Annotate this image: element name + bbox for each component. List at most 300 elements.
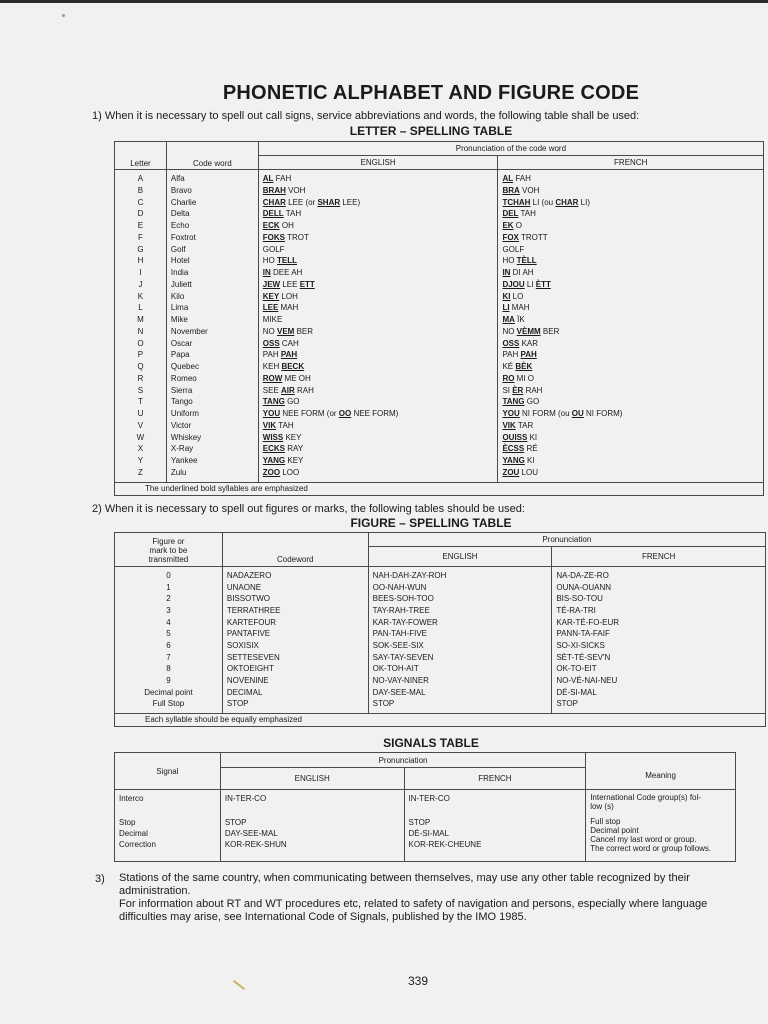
english-pronunciation-cell	[263, 432, 494, 444]
emphasized-syllable: FOKS	[262, 232, 285, 242]
french-pronunciation-cell	[502, 455, 759, 467]
english-pronunciation-cell	[263, 396, 494, 408]
syllable: NO	[502, 326, 517, 336]
syllable: PAH	[262, 350, 281, 360]
section1-intro: 1) When it is necessary to spell out call signs, service abbreviations and words, the following table shall be used:	[92, 110, 640, 122]
syllable: NI FORM)	[583, 409, 623, 418]
col-french-header: FRENCH	[404, 768, 586, 790]
letter-cell: Z	[138, 467, 143, 477]
syllable: PAH	[502, 350, 521, 360]
english-pronunciation-cell	[263, 338, 494, 350]
codewords-column	[166, 170, 258, 483]
emphasized-syllable: IN	[262, 268, 271, 277]
syllable: NEE FORM)	[351, 409, 399, 418]
syllable: TROTT	[518, 232, 548, 242]
col-codeword-header: Codeword	[222, 533, 368, 567]
syllable: TAH	[276, 420, 294, 430]
codeword-cell: SETTESEVEN	[226, 652, 280, 662]
col-english-header: ENGLISH	[220, 768, 404, 790]
emphasized-syllable: DJOU	[502, 279, 525, 289]
codeword-cell: DECIMAL	[226, 687, 263, 697]
syllable: KEH	[262, 362, 282, 371]
col-english-header: ENGLISH	[258, 156, 498, 170]
syllable: FAH	[273, 174, 292, 183]
syllable: GOLF	[262, 244, 285, 254]
french-pronunciation-cell: DÉ-SI-MAL	[556, 687, 597, 697]
syllable: LEE)	[340, 197, 361, 207]
letter-cell: I	[139, 268, 142, 277]
syllable: KI	[524, 456, 535, 465]
emphasized-syllable: KI	[502, 291, 511, 301]
letter-cell: P	[137, 350, 144, 360]
syllable: KEY	[285, 456, 304, 465]
syllable: KI	[527, 432, 538, 442]
letters-column	[115, 170, 167, 483]
french-pronunciation-cell	[502, 338, 759, 350]
meaning-stop-decimal-correction: Full stop Decimal point Cancel my last word or group. The correct word or group follows.	[586, 815, 736, 862]
emphasized-syllable: ETT	[299, 279, 315, 289]
english-pronunciation-cell: DAY-SEE-MAL	[372, 687, 426, 697]
figure-cell: Full Stop	[152, 699, 185, 709]
letter-spelling-table	[114, 141, 764, 496]
emphasized-syllable: ECKS	[262, 444, 285, 454]
emphasized-syllable: KEY	[262, 291, 280, 301]
figure-cell: 7	[166, 652, 171, 662]
syllable: KÉ	[502, 362, 516, 371]
col-figure-header: Figure or mark to be transmitted	[148, 537, 189, 564]
codeword-cell: OKTOEIGHT	[226, 664, 274, 674]
syllable: RAH	[294, 385, 314, 395]
syllable: LOO	[280, 467, 300, 477]
codeword-cell: Mike	[170, 315, 188, 324]
col-pronunciation-header: Pronunciation	[368, 533, 765, 547]
syllable: MIKE	[262, 315, 283, 324]
codeword-cell: Tango	[170, 397, 193, 407]
french-pronunciation-cell	[502, 314, 759, 326]
emphasized-syllable: TANG	[262, 397, 285, 407]
emphasized-syllable: ZOU	[502, 467, 520, 477]
french-pronunciation-cell	[502, 279, 759, 291]
syllable: GO	[284, 397, 300, 407]
english-pronunciation-cell: TAY-RAH-TREE	[372, 605, 430, 615]
codeword-cell: BISSOTWO	[226, 594, 270, 604]
syllable: LI)	[578, 197, 591, 207]
syllable: MI O	[514, 373, 534, 383]
letter-cell: Q	[137, 362, 144, 371]
scan-top-edge	[0, 0, 768, 3]
col-french-header: FRENCH	[552, 547, 766, 567]
syllable: TAH	[518, 209, 536, 219]
emphasized-syllable: OUISS	[502, 432, 528, 442]
english-pronunciation-cell	[263, 361, 494, 373]
syllable: TROT	[285, 232, 309, 242]
english-pronunciation-cell	[263, 279, 494, 291]
french-pronunciation-cell	[502, 432, 759, 444]
codeword-cell: STOP	[226, 699, 249, 709]
english-pronunciation-cell: PAN-TAH-FIVE	[372, 629, 427, 639]
letter-table-title: LETTER – SPELLING TABLE	[349, 124, 513, 138]
syllable: LI	[524, 279, 536, 289]
page-title: PHONETIC ALPHABET AND FIGURE CODE	[222, 82, 640, 104]
french-pronunciation-cell	[502, 385, 759, 397]
letter-cell: V	[137, 420, 144, 430]
letter-cell: W	[136, 432, 145, 442]
english-pronunciation-cell: OO-NAH-WUN	[372, 582, 427, 592]
emphasized-syllable: AL	[502, 174, 514, 183]
col-meaning-header: Meaning	[586, 753, 736, 790]
codeword-cell: UNAONE	[226, 582, 262, 592]
english-pronunciation-cell	[263, 326, 494, 338]
col-letter-header: Letter	[115, 142, 167, 170]
codeword-cell: Juliett	[170, 279, 192, 289]
french-pronunciation-cell	[502, 232, 759, 244]
letter-cell: D	[137, 209, 144, 219]
figure-cell: Decimal point	[144, 687, 193, 697]
syllable: TAR	[515, 420, 534, 430]
figure-table-note: Each syllable should be equally emphasized	[115, 713, 766, 726]
codeword-cell: Echo	[170, 221, 190, 230]
section3-paragraph-1: Stations of the same country, when communicating between themselves, may use any other table recognized by their administration.	[119, 872, 690, 897]
figure-spelling-table	[114, 532, 766, 727]
syllable: TAH	[283, 209, 302, 219]
emphasized-syllable: VIK	[502, 420, 516, 430]
syllable: O	[513, 221, 523, 230]
syllable: KEY	[283, 432, 302, 442]
emphasized-syllable: FOX	[502, 232, 519, 242]
english-pronunciation-cell	[263, 420, 494, 432]
french-pronunciation-cell: OUNA-OUANN	[556, 582, 612, 592]
french-pronunciation-cell	[502, 197, 759, 209]
emphasized-syllable: ÈCSS	[502, 444, 525, 454]
english-pronunciation-cell: OK-TOH-AIT	[372, 664, 419, 674]
codeword-cell: PANTAFIVE	[226, 629, 271, 639]
emphasized-syllable: OU	[571, 409, 584, 418]
english-pronunciation-cell	[263, 443, 494, 455]
letter-cell: Y	[137, 456, 144, 465]
codeword-cell: Whiskey	[170, 432, 202, 442]
codeword-cell: Hotel	[170, 256, 190, 266]
english-pronunciation-cell	[263, 385, 494, 397]
emphasized-syllable: ECK	[262, 221, 280, 230]
codeword-cell: Oscar	[170, 338, 193, 348]
col-pronunciation-header: Pronunciation	[220, 753, 585, 768]
syllable: BER	[294, 326, 314, 336]
french-pronunciation-cell	[502, 326, 759, 338]
figure-cell: 0	[166, 571, 171, 580]
french-pronunciation-cell	[502, 373, 759, 385]
syllable: BER	[540, 326, 560, 336]
french-pronunciation-cell	[502, 361, 759, 373]
codeword-cell: TERRATHREE	[226, 605, 281, 615]
syllable: NO	[262, 326, 277, 336]
syllable: HO	[262, 256, 277, 266]
french-pronunciation-cell	[502, 208, 759, 220]
emphasized-syllable: OSS	[502, 338, 520, 348]
figure-cell: 8	[166, 664, 171, 674]
french-pronunciation-cell	[502, 302, 759, 314]
english-pronunciation-cell	[263, 267, 494, 279]
codeword-cell: SOXISIX	[226, 640, 259, 650]
emphasized-syllable: BRA	[502, 185, 520, 195]
letter-cell: K	[137, 291, 144, 301]
figure-cell: 5	[166, 629, 171, 639]
english-pronunciation-cell	[263, 349, 494, 361]
french-pronunciation-cell: BIS-SO-TOU	[556, 594, 603, 604]
english-pronunciation-cell	[263, 244, 494, 256]
emphasized-syllable: DELL	[262, 209, 284, 219]
french-pronunciation-column	[498, 170, 764, 483]
syllable: FAH	[513, 174, 531, 183]
emphasized-syllable: YANG	[262, 456, 286, 465]
emphasized-syllable: OO	[338, 409, 352, 418]
english-pronunciation-column	[258, 170, 498, 483]
english-pronunciation-cell: SAY-TAY-SEVEN	[372, 652, 434, 662]
french-interco: IN-TER-CO	[404, 790, 586, 816]
emphasized-syllable: SHAR	[317, 197, 341, 207]
syllable: HO	[502, 256, 517, 266]
emphasized-syllable: IN	[502, 268, 511, 277]
syllable: LOU	[519, 467, 538, 477]
figure-table-title: FIGURE – SPELLING TABLE	[350, 516, 512, 530]
syllable: RÉ	[524, 444, 538, 454]
french-pronunciation-cell: KAR-TÉ-FO-EUR	[556, 617, 620, 627]
letter-cell: G	[137, 244, 144, 254]
english-pronunciation-cell	[263, 208, 494, 220]
english-pronunciation-cell	[263, 255, 494, 267]
french-pronunciation-cell: SO-XI-SICKS	[556, 640, 605, 650]
emphasized-syllable: ÈTT	[535, 279, 551, 289]
page-number: 339	[407, 974, 429, 988]
emphasized-syllable: AIR	[281, 385, 295, 395]
codeword-cell: Delta	[170, 209, 190, 219]
english-pronunciation-cell	[263, 173, 494, 185]
french-pronunciation-cell: NA-DA-ZE-RO	[556, 571, 609, 580]
emphasized-syllable: TÈLL	[516, 256, 537, 266]
col-codeword-header: Code word	[166, 142, 258, 170]
emphasized-syllable: YOU	[262, 409, 281, 418]
emphasized-syllable: BECK	[281, 362, 305, 371]
emphasized-syllable: BRAH	[262, 185, 286, 195]
english-pronunciation-cell	[263, 302, 494, 314]
english-pronunciation-cell	[263, 197, 494, 209]
emphasized-syllable: LEE	[262, 303, 279, 313]
figure-cell: 2	[166, 594, 171, 604]
scan-speck	[62, 14, 65, 17]
english-pronunciation-cell: KAR-TAY-FOWER	[372, 617, 438, 627]
syllable: SEE	[262, 385, 281, 395]
emphasized-syllable: BÈK	[515, 362, 533, 371]
english-pronunciation-cell: NAH-DAH-ZAY-ROH	[372, 571, 447, 580]
emphasized-syllable: TELL	[277, 256, 297, 266]
french-pronunciation-cell	[502, 173, 759, 185]
col-pronunciation-header: Pronunciation of the code word	[258, 142, 763, 156]
english-pronunciation-cell: NO-VAY-NINER	[372, 675, 429, 685]
english-pronunciation-column	[368, 567, 552, 714]
syllable: NI FORM (ou	[519, 409, 572, 418]
signals-table	[114, 752, 736, 862]
emphasized-syllable: OSS	[262, 338, 280, 348]
codeword-cell: India	[170, 268, 189, 277]
emphasized-syllable: CHAR	[262, 197, 286, 207]
english-pronunciation-cell: STOP	[372, 699, 395, 709]
col-french-header: FRENCH	[498, 156, 764, 170]
syllable: VOH	[285, 185, 306, 195]
codeword-cell: November	[170, 326, 208, 336]
english-pronunciation-cell	[263, 291, 494, 303]
french-pronunciation-cell	[502, 185, 759, 197]
codeword-cell: KARTEFOUR	[226, 617, 277, 627]
syllable: SI	[502, 385, 513, 395]
syllable: NEE FORM (or	[280, 409, 339, 418]
letter-cell: N	[137, 326, 144, 336]
codeword-cell: NOVENINE	[226, 675, 269, 685]
french-pronunciation-cell	[502, 255, 759, 267]
syllable: LEE	[280, 279, 300, 289]
syllable: MAH	[278, 303, 299, 313]
letter-cell: L	[138, 303, 143, 313]
letter-cell: M	[137, 315, 144, 324]
section3-text	[119, 872, 743, 924]
emphasized-syllable: PAH	[280, 350, 298, 360]
emphasized-syllable: CHAR	[555, 197, 579, 207]
emphasized-syllable: RO	[502, 373, 515, 383]
codeword-cell: Uniform	[170, 409, 199, 418]
french-pronunciation-cell	[502, 291, 759, 303]
signal-interco: Interco	[115, 790, 221, 816]
letter-cell: U	[137, 409, 144, 418]
syllable: CAH	[279, 338, 299, 348]
emphasized-syllable: TANG	[502, 397, 525, 407]
figure-cell: 4	[166, 617, 171, 627]
syllable: LOH	[279, 291, 298, 301]
section3-paragraph-2: For information about RT and WT procedures etc, related to safety of navigation and persons, especially where language difficulties may arise, see International Code of Signals, published by the IMO 1985.	[119, 898, 708, 923]
syllable: OH	[279, 221, 294, 230]
codeword-cell: Sierra	[170, 385, 193, 395]
codeword-cell: Bravo	[170, 185, 192, 195]
letter-cell: E	[137, 221, 144, 230]
french-pronunciation-cell	[502, 443, 759, 455]
emphasized-syllable: YOU	[502, 409, 520, 418]
codeword-cell: NADAZERO	[226, 571, 272, 580]
emphasized-syllable: LI	[502, 303, 510, 313]
english-pronunciation-cell	[263, 232, 494, 244]
french-pronunciation-cell	[502, 267, 759, 279]
emphasized-syllable: EK	[502, 221, 514, 230]
codeword-cell: Romeo	[170, 373, 197, 383]
codewords-column	[222, 567, 368, 714]
codeword-cell: Charlie	[170, 197, 197, 207]
syllable: ME OH	[282, 373, 311, 383]
syllable: MAH	[509, 303, 530, 313]
french-pronunciation-column	[552, 567, 766, 714]
figure-cell: 9	[166, 675, 171, 685]
codeword-cell: Kilo	[170, 291, 185, 301]
syllable: DEE AH	[270, 268, 303, 277]
syllable: GO	[524, 397, 540, 407]
emphasized-syllable: DEL	[502, 209, 519, 219]
emphasized-syllable: VÈMM	[516, 326, 541, 336]
syllable: VOH	[519, 185, 540, 195]
codeword-cell: Lima	[170, 303, 189, 313]
french-pronunciation-cell	[502, 408, 759, 420]
french-stop-decimal-correction: STOP DÉ-SI-MAL KOR-REK-CHEUNE	[404, 815, 586, 862]
emphasized-syllable: ÈR	[512, 385, 524, 395]
french-pronunciation-cell: TÉ-RA-TRI	[556, 605, 596, 615]
codeword-cell: Yankee	[170, 456, 198, 465]
english-pronunciation-cell	[263, 220, 494, 232]
french-pronunciation-cell: OK-TO-EIT	[556, 664, 597, 674]
syllable: RAY	[285, 444, 304, 454]
french-pronunciation-cell: STOP	[556, 699, 578, 709]
english-interco: IN-TER-CO	[220, 790, 404, 816]
syllable: KAR	[519, 338, 539, 348]
french-pronunciation-cell: SÈT-TÉ-SEV'N	[556, 652, 611, 662]
french-pronunciation-cell	[502, 220, 759, 232]
letter-cell: H	[137, 256, 144, 266]
col-english-header: ENGLISH	[368, 547, 552, 567]
letter-cell: A	[137, 174, 144, 183]
codeword-cell: Victor	[170, 420, 192, 430]
figure-cell: 6	[166, 640, 171, 650]
col-signal-header: Signal	[156, 766, 179, 776]
figures-column	[115, 567, 223, 714]
codeword-cell: X-Ray	[170, 444, 194, 454]
french-pronunciation-cell	[502, 244, 759, 256]
english-pronunciation-cell	[263, 314, 494, 326]
letter-cell: C	[137, 197, 144, 207]
syllable: RAH	[523, 385, 543, 395]
english-pronunciation-cell: SOK-SEE-SIX	[372, 640, 424, 650]
letter-cell: F	[138, 232, 143, 242]
english-pronunciation-cell: BEES-SOH-TOO	[372, 594, 434, 604]
letter-table-note: The underlined bold syllables are emphasized	[115, 482, 764, 495]
emphasized-syllable: VEM	[277, 326, 295, 336]
emphasized-syllable: ROW	[262, 373, 283, 383]
codeword-cell: Golf	[170, 244, 186, 254]
letter-cell: X	[137, 444, 144, 454]
figure-cell: 3	[166, 605, 171, 615]
syllable: LO	[510, 291, 524, 301]
french-pronunciation-cell	[502, 467, 759, 479]
english-pronunciation-cell	[263, 408, 494, 420]
syllable: LEE (or	[285, 197, 318, 207]
syllable: ÏK	[514, 315, 525, 324]
figure-cell: 1	[166, 582, 171, 592]
english-pronunciation-cell	[263, 185, 494, 197]
emphasized-syllable: TCHAH	[502, 197, 531, 207]
section3-number: 3)	[95, 873, 105, 885]
emphasized-syllable: PAH	[520, 350, 537, 360]
meaning-interco: International Code group(s) fol- low (s)	[586, 790, 736, 816]
letter-cell: O	[137, 338, 144, 348]
syllable: DI AH	[510, 268, 534, 277]
syllable: GOLF	[502, 244, 525, 254]
emphasized-syllable: MA	[502, 315, 515, 324]
emphasized-syllable: YANG	[502, 456, 525, 465]
emphasized-syllable: ZOO	[262, 467, 281, 477]
letter-cell: T	[138, 397, 143, 407]
letter-cell: S	[137, 385, 144, 395]
french-pronunciation-cell	[502, 420, 759, 432]
section2-intro: 2) When it is necessary to spell out figures or marks, the following tables should be used:	[92, 503, 525, 515]
french-pronunciation-cell: PANN-TA-FAIF	[556, 629, 610, 639]
codeword-cell: Zulu	[170, 467, 187, 477]
emphasized-syllable: VIK	[262, 420, 277, 430]
letter-cell: J	[138, 279, 143, 289]
emphasized-syllable: WISS	[262, 432, 284, 442]
english-pronunciation-cell	[263, 455, 494, 467]
french-pronunciation-cell: NO-VÉ-NAI-NEU	[556, 675, 618, 685]
